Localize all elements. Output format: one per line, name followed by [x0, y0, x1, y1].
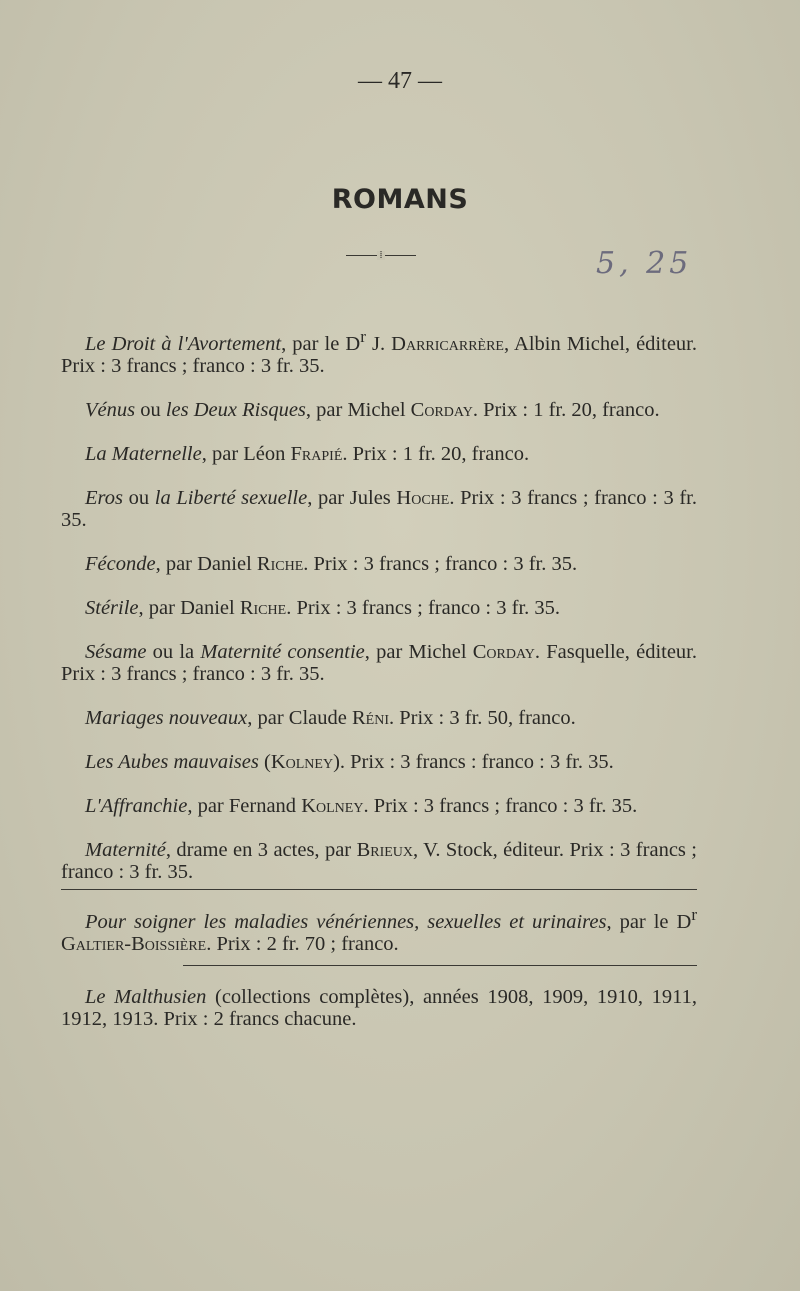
entry-title: la Liberté sexuelle — [154, 486, 308, 509]
entry-4: Eros ou la Liberté sexuelle, par Jules Hoche. Prix : 3 francs ; franco : 3 fr. 35. — [61, 486, 697, 531]
entry-author: Kolney — [301, 794, 364, 817]
entries-list — [61, 326, 697, 1030]
ornament-divider: ⁞ — [346, 250, 416, 260]
entry-author: Darricarrère — [391, 332, 504, 355]
entry-title: les Deux Risques — [165, 398, 306, 421]
entry-title: Les Aubes mauvaises — [85, 750, 259, 773]
entry-title: L'Affranchie — [85, 794, 188, 817]
entry-title: Le Malthusien — [85, 985, 207, 1008]
entry-8: Mariages nouveaux, par Claude Réni. Prix : 3 fr. 50, franco. — [85, 706, 576, 729]
handwritten-annotation: 5, 25 — [596, 246, 693, 281]
entry-title: Pour soigner les maladies vénériennes, sexuelles et urinaires — [85, 910, 607, 933]
entry-title: Eros — [85, 486, 123, 509]
entry-author: Frapié — [290, 442, 343, 465]
divider-rule — [183, 965, 697, 966]
entry-7: Sésame ou la Maternité consentie, par Michel Corday. Fasquelle, éditeur. Prix : 3 francs ; franco : 3 fr. 35. — [61, 640, 698, 685]
entry-author: Kolney — [270, 750, 334, 773]
entry-title: Vénus — [85, 398, 136, 421]
entry-author: Corday — [410, 398, 473, 421]
entry-title: Stérile — [85, 596, 139, 619]
section-title: ROMANS — [331, 184, 469, 215]
entry-title: Le Droit à l'Avortement — [85, 332, 282, 355]
entry-9: Les Aubes mauvaises (Kolney). Prix : 3 francs : franco : 3 fr. 35. — [85, 750, 614, 773]
entry-13: Le Malthusien (collections complètes), années 1908, 1909, 1910, 1911, 1912, 1913. Prix : 2 francs chacune. — [61, 985, 697, 1030]
entry-title: Mariages nouveaux — [85, 706, 248, 729]
entry-3: La Maternelle, par Léon Frapié. Prix : 1 fr. 20, franco. — [85, 442, 530, 465]
divider-rule — [61, 889, 697, 890]
entry-title: Maternité consentie — [200, 640, 365, 663]
page-number: — 47 — — [358, 68, 442, 94]
entry-author: Corday — [472, 640, 535, 663]
entry-title: Sésame — [85, 640, 147, 663]
entry-author: Riche — [239, 596, 287, 619]
entry-11: Maternité, drame en 3 actes, par Brieux, V. Stock, éditeur. Prix : 3 francs ; franco : 3 fr. 35. — [61, 838, 698, 883]
entry-1: Le Droit à l'Avortement, par le $D^r$ J. Darricarrère, Albin Michel, éditeur. Prix : 3 francs ; franco : 3 fr. 35. — [61, 327, 697, 377]
entry-author: Réni — [352, 706, 389, 729]
entry-6: Stérile, par Daniel Riche. Prix : 3 francs ; franco : 3 fr. 35. — [85, 596, 561, 619]
entry-12: Pour soigner les maladies vénériennes, sexuelles et urinaires, par le $D^r$ Galtier-Boissière. Prix : 2 fr. 70 ; franco. — [61, 904, 698, 955]
entry-author: Hoche — [396, 486, 450, 509]
entry-5: Féconde, par Daniel Riche. Prix : 3 francs ; franco : 3 fr. 35. — [85, 552, 578, 575]
entry-title: Féconde — [85, 552, 156, 575]
entry-author: Riche — [256, 552, 304, 575]
entry-2: Vénus ou les Deux Risques, par Michel Corday. Prix : 1 fr. 20, franco. — [85, 398, 660, 421]
entry-author: Galtier-Boissière — [61, 932, 207, 955]
entry-author: Brieux — [356, 838, 414, 861]
entry-title: Maternité — [85, 838, 166, 861]
entry-10: L'Affranchie, par Fernand Kolney. Prix : 3 francs ; franco : 3 fr. 35. — [85, 794, 638, 817]
entry-title: La Maternelle — [85, 442, 202, 465]
